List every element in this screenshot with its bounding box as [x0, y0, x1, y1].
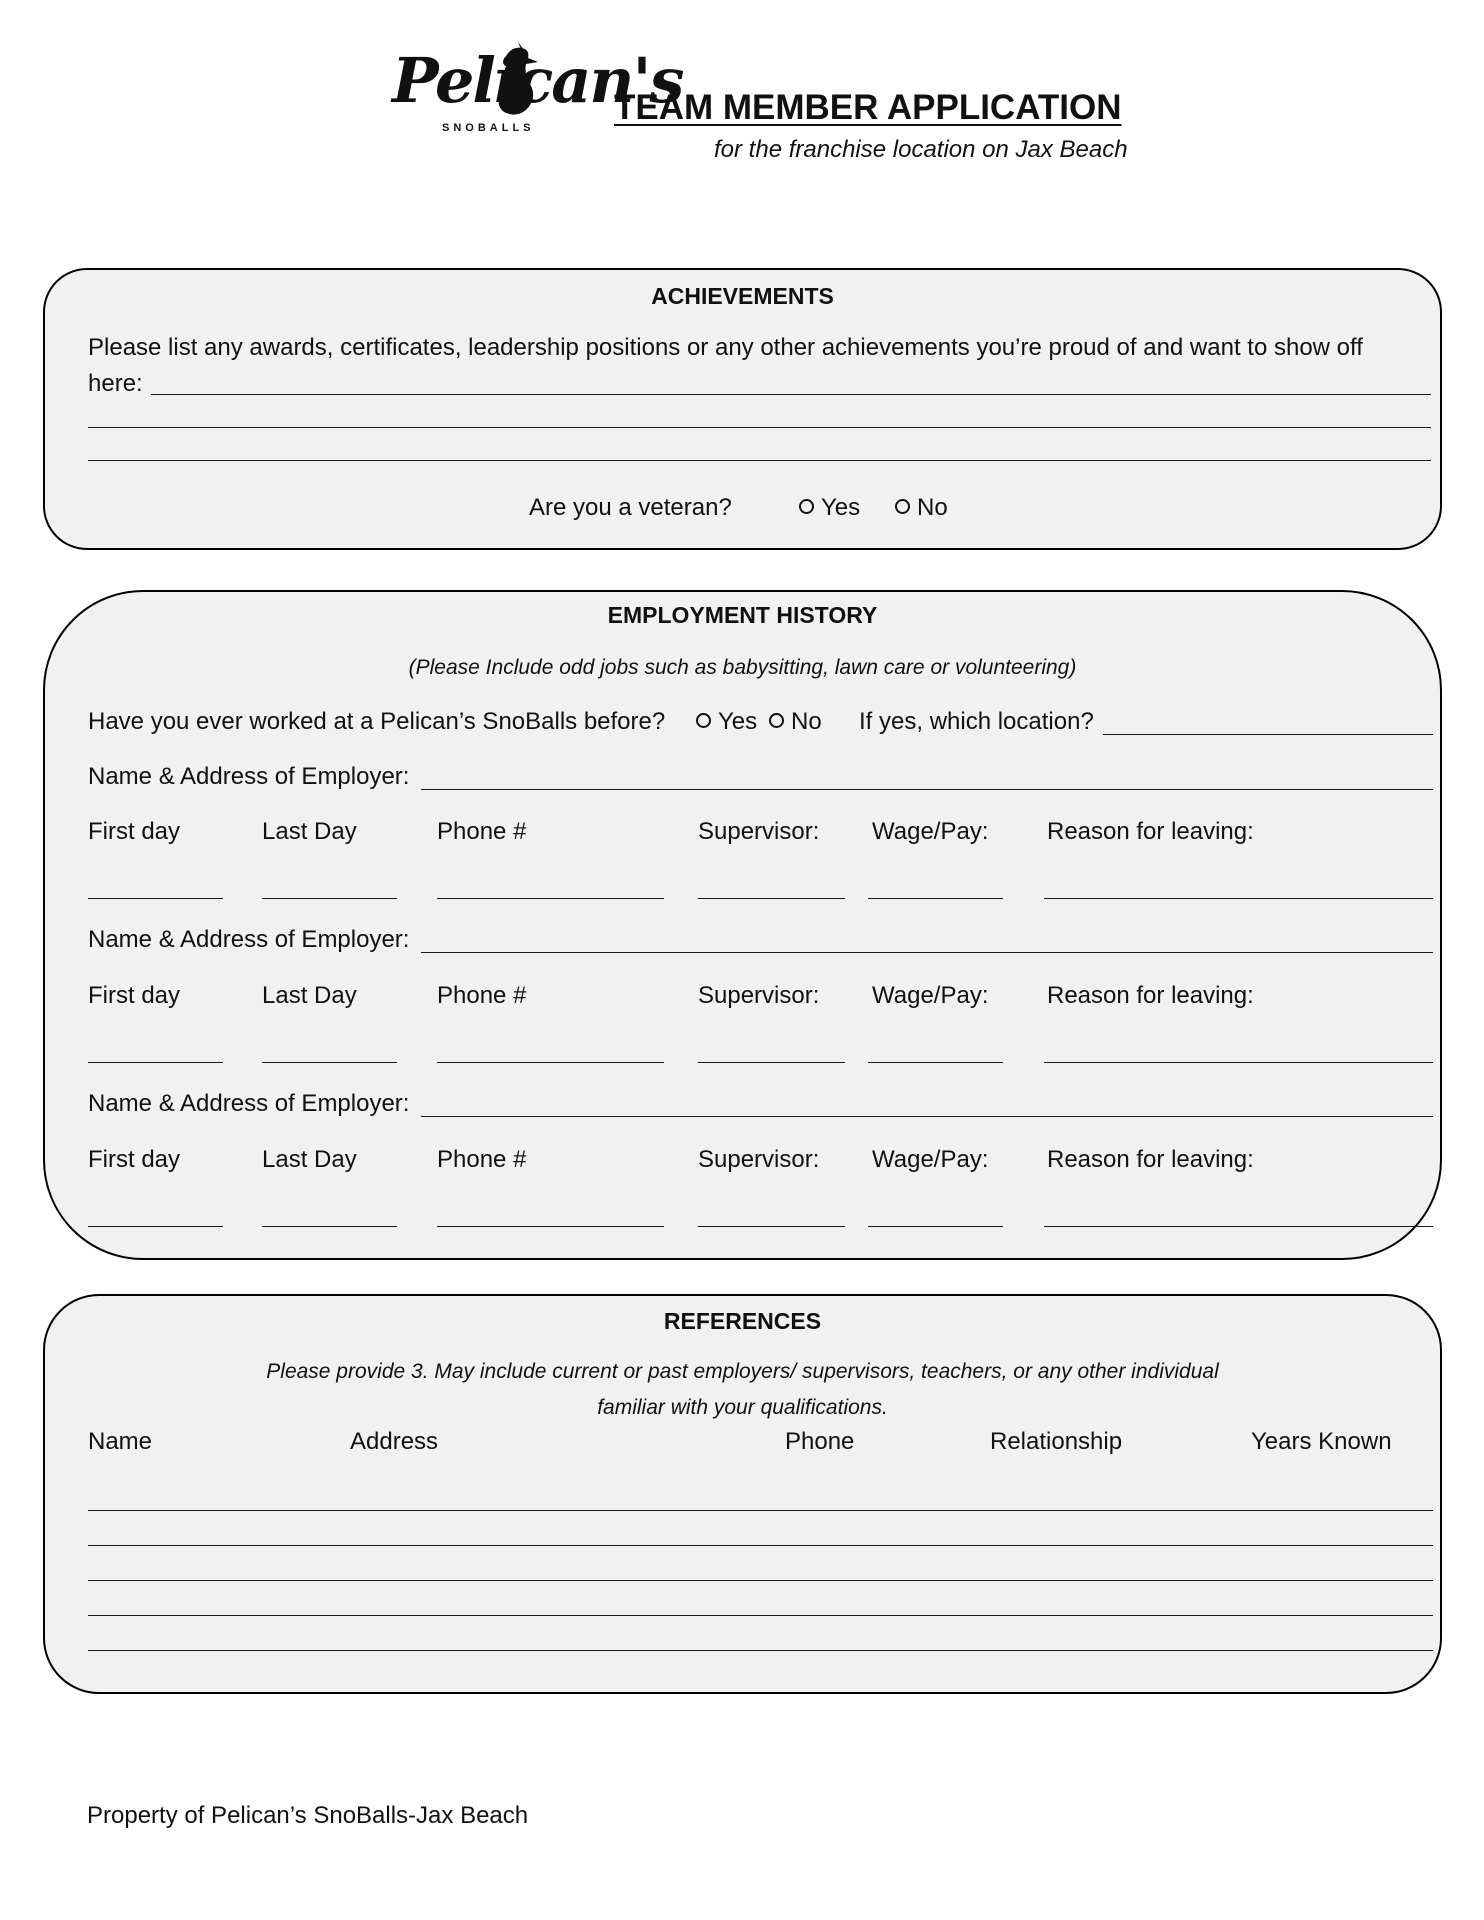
wage-input-3[interactable]: [868, 1226, 1003, 1227]
references-heading: REFERENCES: [663, 1308, 822, 1334]
radio-circle-icon[interactable]: [799, 499, 814, 514]
radio-circle-icon[interactable]: [769, 713, 784, 728]
employment-heading: EMPLOYMENT HISTORY: [607, 602, 878, 628]
logo-text: Pelican's: [392, 44, 683, 117]
location-question: If yes, which location?: [859, 708, 1094, 735]
radio-circle-icon[interactable]: [696, 713, 711, 728]
supervisor-input-3[interactable]: [698, 1226, 845, 1227]
achievements-input-line-3[interactable]: [88, 460, 1431, 461]
reference-input-line-1[interactable]: [88, 1510, 1433, 1511]
ref-col-address: Address: [350, 1428, 439, 1455]
col-first-day: First day: [88, 818, 181, 845]
location-input-line[interactable]: [1103, 734, 1433, 735]
last-day-input-2[interactable]: [262, 1062, 397, 1063]
logo-wordmark: [392, 44, 683, 158]
reference-input-line-4[interactable]: [88, 1615, 1433, 1616]
veteran-yes-label: Yes: [821, 494, 861, 521]
first-day-input-3[interactable]: [88, 1226, 223, 1227]
ref-col-name: Name: [88, 1428, 153, 1455]
reason-input-1[interactable]: [1044, 898, 1433, 899]
col-reason: Reason for leaving:: [1047, 1146, 1254, 1173]
ref-col-relationship: Relationship: [990, 1428, 1123, 1455]
col-last-day: Last Day: [262, 818, 357, 845]
col-supervisor: Supervisor:: [698, 818, 820, 845]
reference-input-line-2[interactable]: [88, 1545, 1433, 1546]
last-day-input-3[interactable]: [262, 1226, 397, 1227]
references-note: Please provide 3. May include current or past employers/ supervisors, teachers, or any other individual: [266, 1360, 1219, 1383]
first-day-input-2[interactable]: [88, 1062, 223, 1063]
achievements-input-line-1[interactable]: [151, 394, 1431, 395]
wage-input-2[interactable]: [868, 1062, 1003, 1063]
col-last-day: Last Day: [262, 1146, 357, 1173]
supervisor-input-2[interactable]: [698, 1062, 845, 1063]
col-last-day: Last Day: [262, 982, 357, 1009]
reference-input-line-5[interactable]: [88, 1650, 1433, 1651]
achievements-prompt: Please list any awards, certificates, leadership positions or any other achievements you’re proud of and want to show off: [88, 334, 1363, 361]
employer-label-3: Name & Address of Employer:: [88, 1090, 410, 1117]
supervisor-input-1[interactable]: [698, 898, 845, 899]
phone-input-2[interactable]: [437, 1062, 664, 1063]
ref-col-years-known: Years Known: [1251, 1428, 1392, 1455]
col-wage: Wage/Pay:: [872, 818, 989, 845]
col-wage: Wage/Pay:: [872, 982, 989, 1009]
col-supervisor: Supervisor:: [698, 1146, 820, 1173]
col-wage: Wage/Pay:: [872, 1146, 989, 1173]
veteran-no-option[interactable]: [895, 494, 948, 522]
references-section: [43, 1294, 1442, 1694]
col-reason: Reason for leaving:: [1047, 982, 1254, 1009]
col-phone: Phone #: [437, 818, 527, 845]
col-first-day: First day: [88, 982, 181, 1009]
veteran-no-label: No: [917, 494, 948, 521]
worked-before-yes-label: Yes: [718, 708, 758, 735]
employer-input-line-3[interactable]: [421, 1116, 1433, 1117]
employer-input-line-1[interactable]: [421, 789, 1433, 790]
employment-note: (Please Include odd jobs such as babysitting, lawn care or volunteering): [408, 656, 1077, 679]
page-title: TEAM MEMBER APPLICATION: [614, 88, 1122, 127]
achievements-section: [43, 268, 1442, 550]
col-supervisor: Supervisor:: [698, 982, 820, 1009]
achievements-prompt-cont: here:: [88, 370, 143, 397]
achievements-input-line-2[interactable]: [88, 427, 1431, 428]
worked-before-yes-option[interactable]: [696, 708, 757, 736]
col-reason: Reason for leaving:: [1047, 818, 1254, 845]
references-note-cont: familiar with your qualifications.: [597, 1396, 888, 1419]
phone-input-3[interactable]: [437, 1226, 664, 1227]
reason-input-3[interactable]: [1044, 1226, 1433, 1227]
veteran-yes-option[interactable]: [799, 494, 860, 522]
first-day-input-1[interactable]: [88, 898, 223, 899]
reference-input-line-3[interactable]: [88, 1580, 1433, 1581]
col-phone: Phone #: [437, 1146, 527, 1173]
radio-circle-icon[interactable]: [895, 499, 910, 514]
employer-input-line-2[interactable]: [421, 952, 1433, 953]
worked-before-question: Have you ever worked at a Pelican’s SnoBalls before?: [88, 708, 666, 735]
employer-label-2: Name & Address of Employer:: [88, 926, 410, 953]
phone-input-1[interactable]: [437, 898, 664, 899]
worked-before-no-label: No: [791, 708, 822, 735]
reason-input-2[interactable]: [1044, 1062, 1433, 1063]
employment-history-section: [43, 590, 1442, 1260]
page-subtitle: for the franchise location on Jax Beach: [714, 136, 1128, 163]
footer-text: Property of Pelican’s SnoBalls-Jax Beach: [87, 1802, 529, 1829]
veteran-question: Are you a veteran?: [529, 494, 732, 521]
col-phone: Phone #: [437, 982, 527, 1009]
wage-input-1[interactable]: [868, 898, 1003, 899]
last-day-input-1[interactable]: [262, 898, 397, 899]
employer-label-1: Name & Address of Employer:: [88, 763, 410, 790]
col-first-day: First day: [88, 1146, 181, 1173]
achievements-heading: ACHIEVEMENTS: [651, 283, 834, 309]
worked-before-no-option[interactable]: [769, 708, 822, 736]
ref-col-phone: Phone: [785, 1428, 855, 1455]
logo-subtext: SNOBALLS: [442, 122, 535, 134]
